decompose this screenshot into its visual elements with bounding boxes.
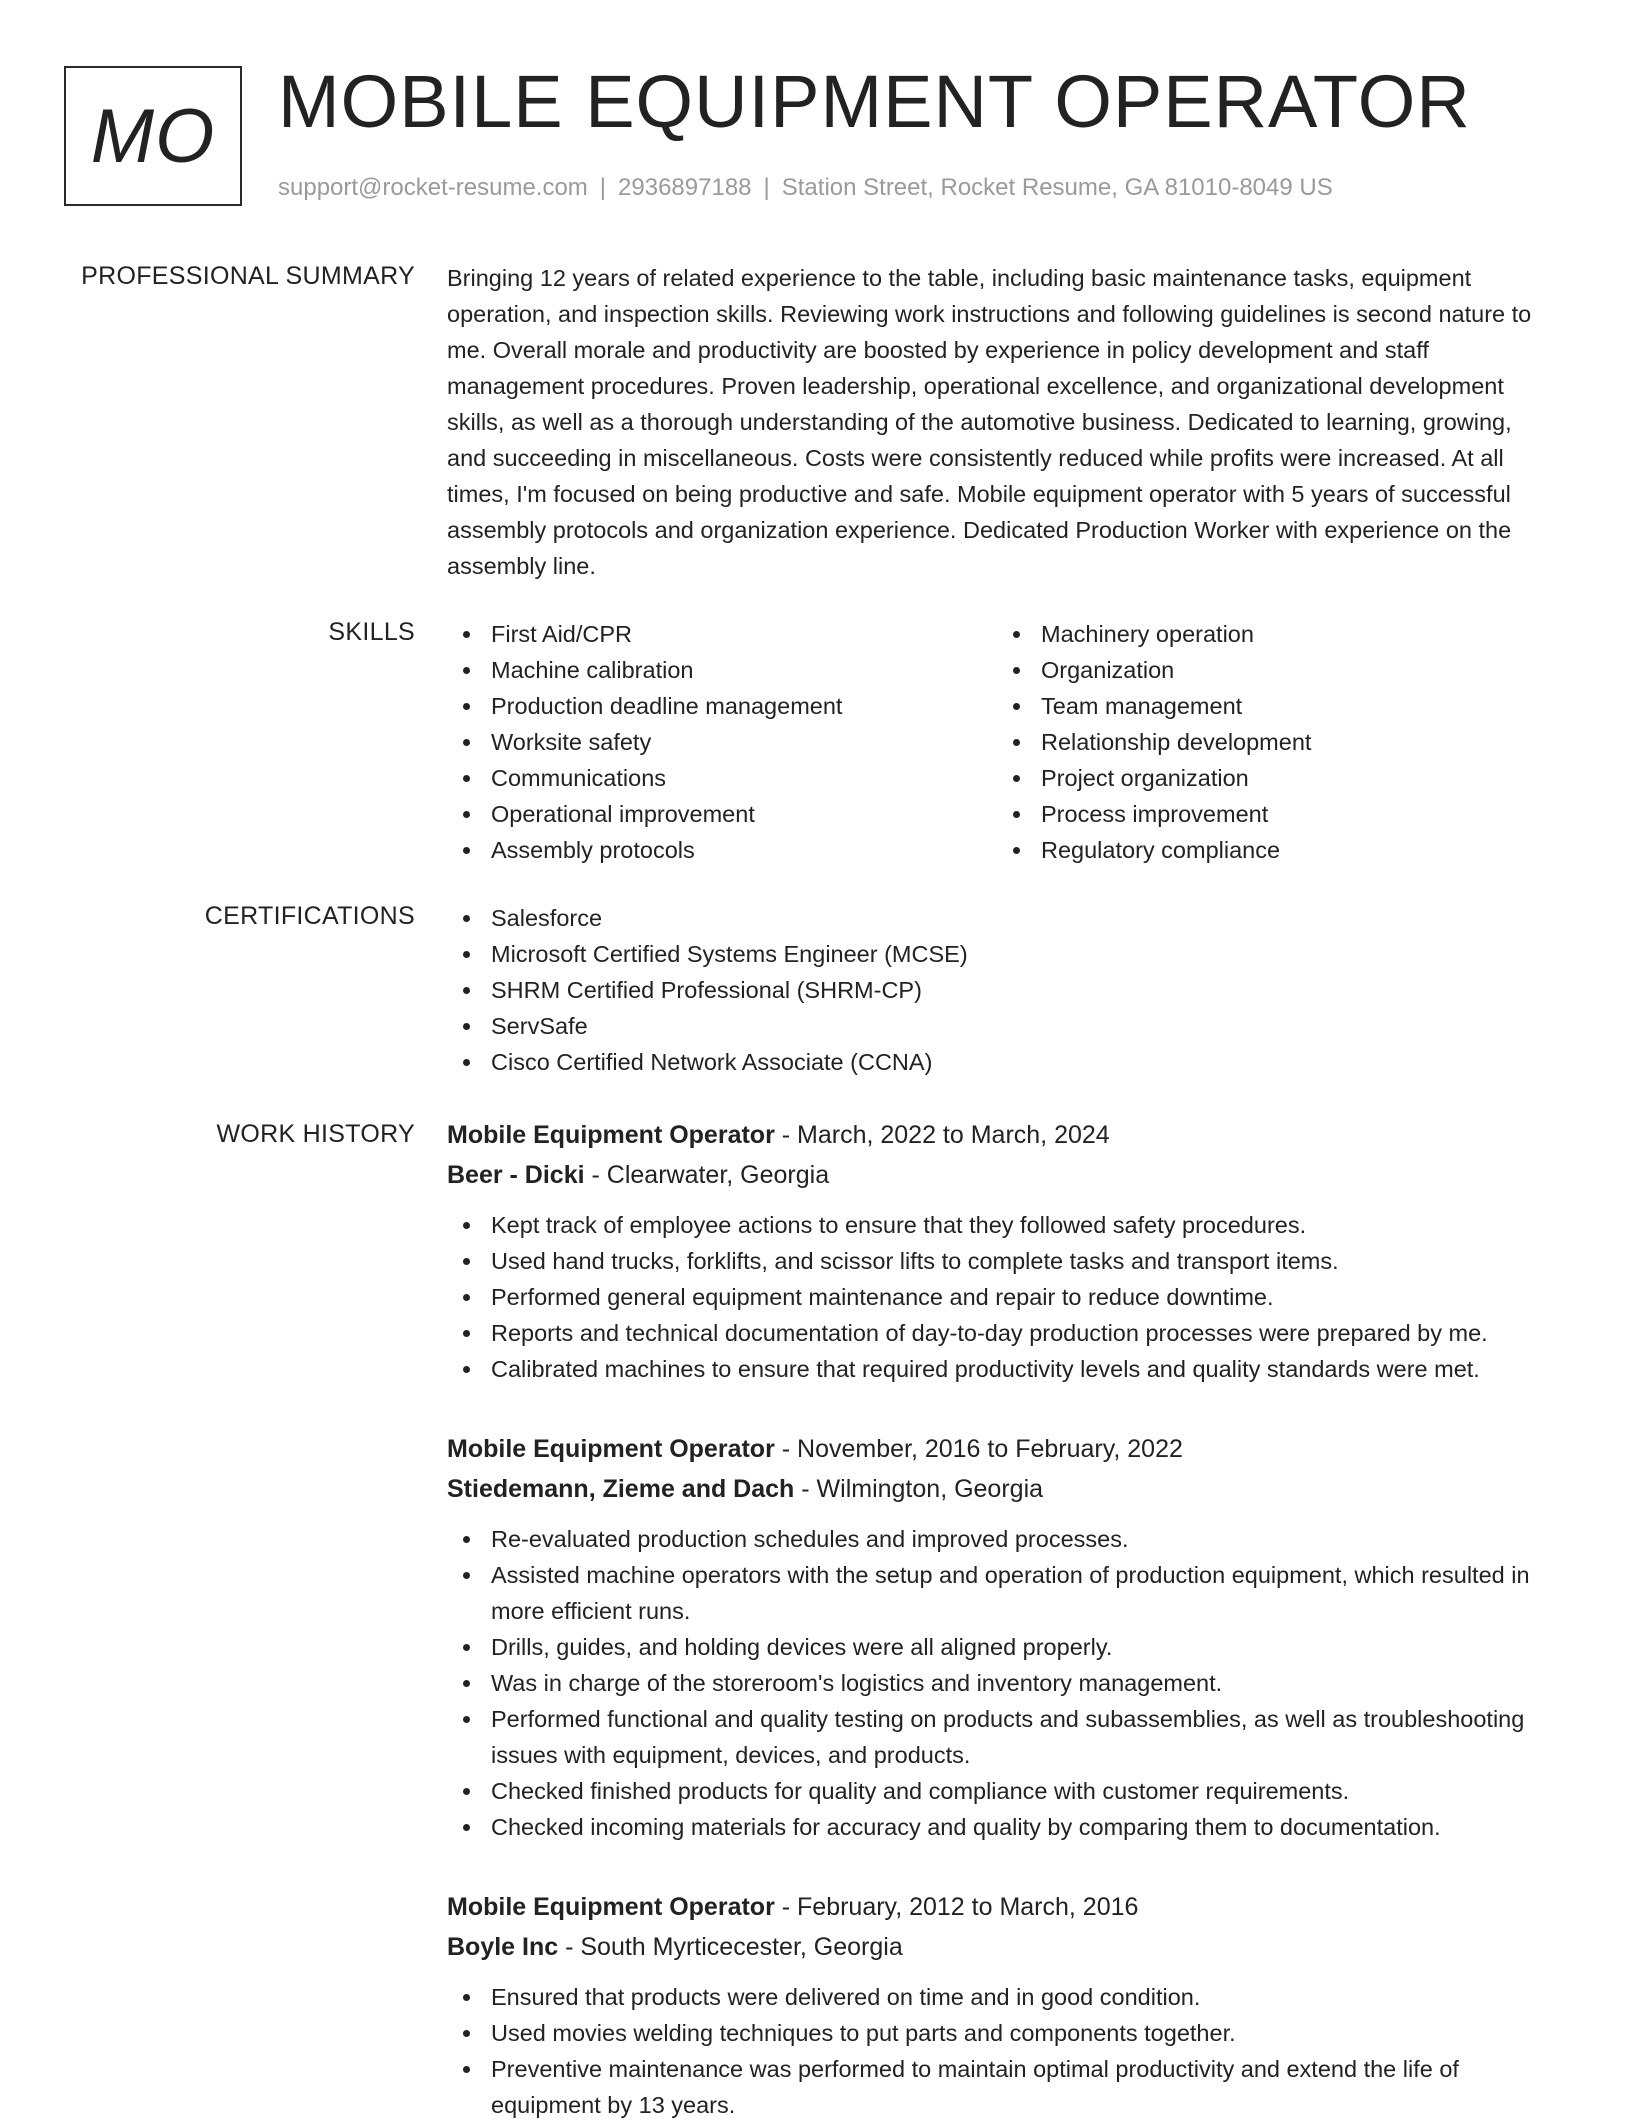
contact-phone: 2936897188 [618,174,752,201]
list-item: Project organization [997,760,1547,796]
contact-separator: | [599,174,607,201]
job-role-line [447,1429,1547,1469]
job-company-line [447,1927,1547,1967]
list-item: Kept track of employee actions to ensure that they followed safety procedures. [447,1207,1547,1243]
list-item: Assisted machine operators with the setup and operation of production equipment, which resulted in more efficient runs. [447,1557,1547,1629]
skills-list-left [447,616,997,868]
job-role-line [447,1115,1547,1155]
resume-title: MOBILE EQUIPMENT OPERATOR [278,60,1471,143]
job-dates: - February, 2012 to March, 2016 [774,1893,1139,1921]
section-title-skills: SKILLS [328,618,415,646]
job-role: Mobile Equipment Operator [447,1435,775,1463]
list-item: Production deadline management [447,688,997,724]
job-role: Mobile Equipment Operator [447,1121,775,1149]
job-role-line [447,1887,1547,1927]
job-company-line [447,1469,1547,1509]
list-item: Was in charge of the storeroom's logistics and inventory management. [447,1665,1547,1701]
list-item: Used movies welding techniques to put parts and components together. [447,2015,1547,2051]
list-item: Operational improvement [447,796,997,832]
list-item: Used hand trucks, forklifts, and scissor lifts to complete tasks and transport items. [447,1243,1547,1279]
job-entry [447,1429,1547,1845]
section-title-summary: PROFESSIONAL SUMMARY [81,262,415,290]
section-title-certifications: CERTIFICATIONS [204,902,415,930]
job-role: Mobile Equipment Operator [447,1893,775,1921]
job-location: - Clearwater, Georgia [584,1161,830,1189]
job-company: Boyle Inc [447,1933,559,1961]
list-item: Regulatory compliance [997,832,1547,868]
list-item: Worksite safety [447,724,997,760]
job-dates: - November, 2016 to February, 2022 [774,1435,1183,1463]
skills-body [447,616,1547,868]
list-item: Microsoft Certified Systems Engineer (MCSE) [447,936,1547,972]
job-location: - Wilmington, Georgia [794,1475,1044,1503]
list-item: First Aid/CPR [447,616,997,652]
list-item: Team management [997,688,1547,724]
list-item: Preventive maintenance was performed to maintain optimal productivity and extend the life of equipment by 13 years. [447,2051,1547,2123]
list-item: Communications [447,760,997,796]
list-item: Checked finished products for quality and compliance with customer requirements. [447,1773,1547,1809]
job-bullets [447,1979,1547,2123]
job-company-line [447,1155,1547,1195]
job-bullets [447,1521,1547,1845]
list-item: Performed functional and quality testing on products and subassemblies, as well as troubleshooting issues with equipment, devices, and products. [447,1701,1547,1773]
contact-separator: | [763,174,770,201]
list-item: Machine calibration [447,652,997,688]
list-item: Calibrated machines to ensure that required productivity levels and quality standards were met. [447,1351,1547,1387]
section-title-work-history: WORK HISTORY [216,1120,415,1148]
list-item: Re-evaluated production schedules and improved processes. [447,1521,1547,1557]
job-company: Stiedemann, Zieme and Dach [447,1475,795,1503]
list-item: Assembly protocols [447,832,997,868]
job-company: Beer - Dicki [447,1161,585,1189]
job-entry [447,1887,1547,2123]
list-item: Checked incoming materials for accuracy and quality by comparing them to documentation. [447,1809,1547,1845]
summary-body [447,260,1547,584]
contact-line [278,174,1333,202]
certifications-list [447,900,1547,1080]
list-item: Cisco Certified Network Associate (CCNA) [447,1044,1547,1080]
contact-email: support@rocket-resume.com [278,174,588,201]
certifications-body [447,900,1547,1080]
summary-text: Bringing 12 years of related experience to the table, including basic maintenance tasks, equipment operation, and inspection skills. Reviewing work instructions and following guidelines is second nature to me. Overall morale and productivity are boosted by experience in policy development and staff management procedures. Proven leadership, operational excellence, and organizational development skills, as well as a thorough understanding of the automotive business. Dedicated to learning, growing, and succeeding in miscellaneous. Costs were consistently reduced while profits were increased. At all times, I'm focused on being productive and safe. Mobile equipment operator with 5 years of successful assembly protocols and organization experience. Dedicated Production Worker with experience on the assembly line. [447,265,1532,579]
list-item: Reports and technical documentation of day-to-day production processes were prepared by me. [447,1315,1547,1351]
list-item: Relationship development [997,724,1547,760]
job-bullets [447,1207,1547,1387]
skills-list-right [997,616,1547,868]
contact-address: Station Street, Rocket Resume, GA 81010-8049 US [781,174,1333,201]
monogram-logo: MO [64,66,242,206]
job-entry [447,1115,1547,1387]
list-item: Ensured that products were delivered on time and in good condition. [447,1979,1547,2015]
list-item: Salesforce [447,900,1547,936]
list-item: ServSafe [447,1008,1547,1044]
list-item: Process improvement [997,796,1547,832]
work-history-body [447,1115,1547,2123]
list-item: Organization [997,652,1547,688]
list-item: Drills, guides, and holding devices were all aligned properly. [447,1629,1547,1665]
list-item: Machinery operation [997,616,1547,652]
list-item: Performed general equipment maintenance and repair to reduce downtime. [447,1279,1547,1315]
job-dates: - March, 2022 to March, 2024 [774,1121,1110,1149]
job-location: - South Myrticecester, Georgia [558,1933,903,1961]
list-item: SHRM Certified Professional (SHRM-CP) [447,972,1547,1008]
